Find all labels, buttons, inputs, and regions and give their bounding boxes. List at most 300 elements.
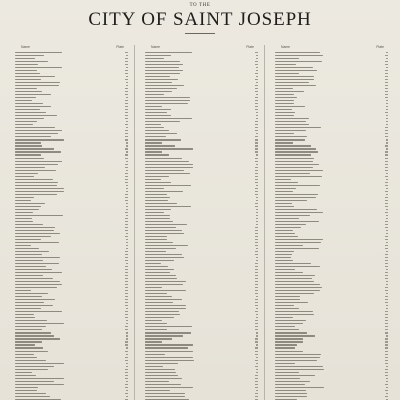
index-entry-name-line: [145, 369, 175, 370]
index-entry-plate-line: [126, 354, 128, 355]
index-entry-name-line: [15, 97, 36, 98]
index-entry-plate-line: [126, 366, 128, 367]
index-entry-name-line: [145, 206, 191, 207]
index-entry-plate-line: [125, 221, 128, 222]
index-entry-plate-line: [125, 344, 128, 345]
index-entry-plate-line: [255, 239, 258, 240]
index-entry-plate-line: [386, 251, 388, 252]
index-entry-plate-line: [126, 390, 128, 391]
index-entry-plate-line: [126, 191, 128, 192]
index-entry-name-line: [275, 344, 297, 345]
index-entry-name-line: [275, 100, 294, 101]
index-entry-name-line: [145, 194, 167, 195]
index-entry-name-line: [15, 167, 45, 168]
index-entry-plate-line: [255, 269, 258, 270]
index-entry-plate-line: [255, 341, 258, 342]
index-entry-plate-line: [255, 281, 258, 282]
index-entry-name-line: [145, 118, 192, 119]
index-entry-plate-line: [385, 323, 388, 324]
index-entry-plate-line: [385, 254, 388, 255]
index-entry-plate-line: [126, 145, 128, 146]
index-entry-name-line: [15, 329, 42, 330]
index-entry-plate-line: [255, 130, 258, 131]
index-entry-plate-line: [256, 197, 258, 198]
index-entry-name-line: [275, 158, 314, 159]
index-entry-plate-line: [385, 130, 388, 131]
index-entry-plate-line: [255, 188, 258, 189]
index-entry-plate-line: [256, 296, 258, 297]
index-entry-plate-line: [385, 360, 388, 361]
index-entry-plate-line: [126, 215, 128, 216]
index-entry-name-line: [15, 106, 51, 107]
index-entry-plate-line: [256, 224, 258, 225]
index-entry-plate-line: [385, 332, 388, 333]
index-entry-plate-line: [385, 320, 388, 321]
index-entry-name-line: [15, 396, 50, 397]
index-entry-plate-line: [125, 302, 128, 303]
index-entry-name-line: [275, 103, 294, 104]
index-entry-name-line: [15, 215, 63, 216]
index-entry-name-line: [145, 344, 193, 345]
index-entry-plate-line: [385, 76, 388, 77]
index-entry-name-line: [15, 209, 39, 210]
index-entry-name-line: [275, 299, 300, 300]
index-entry-name-line: [145, 124, 161, 125]
index-entry-name-line: [275, 275, 315, 276]
index-entry-plate-line: [255, 151, 258, 152]
index-entry-name-line: [145, 145, 175, 146]
index-entry-name-line: [145, 61, 180, 62]
index-entry-name-line: [15, 239, 41, 240]
index-entry-plate-line: [386, 242, 388, 243]
index-entry-name-line: [145, 326, 192, 327]
index-entry-name-line: [145, 191, 183, 192]
index-entry-plate-line: [255, 106, 258, 107]
index-entry-name-line: [275, 239, 323, 240]
index-entry-plate-line: [125, 179, 128, 180]
index-entry-name-line: [275, 76, 314, 77]
index-entry-name-line: [275, 263, 311, 264]
index-entry-name-line: [145, 221, 173, 222]
index-entry-plate-line: [125, 148, 128, 149]
index-entry-name-line: [15, 73, 40, 74]
index-entry-name-line: [15, 272, 62, 273]
index-entry-name-line: [15, 206, 41, 207]
index-entry-name-line: [145, 142, 162, 143]
index-entry-name-line: [15, 203, 45, 204]
index-entry-plate-line: [386, 103, 388, 104]
page-header: [0, 0, 400, 34]
index-entry-plate-line: [386, 188, 388, 189]
index-entry-plate-line: [126, 347, 128, 348]
index-entry-name-line: [275, 236, 298, 237]
index-entry-name-line: [275, 151, 318, 152]
index-entry-name-line: [15, 188, 64, 189]
index-entry-plate-line: [256, 70, 258, 71]
index-entry-plate-line: [125, 115, 128, 116]
index-entry-name-line: [145, 314, 180, 315]
index-entry-name-line: [15, 145, 42, 146]
index-entry-plate-line: [385, 384, 388, 385]
index-entry-name-line: [145, 293, 167, 294]
index-entry-name-line: [145, 55, 171, 56]
index-entry-name-line: [15, 127, 55, 128]
index-entry-plate-line: [125, 329, 128, 330]
index-entry-plate-line: [126, 263, 128, 264]
index-entry-plate-line: [255, 64, 258, 65]
index-entry-plate-line: [385, 372, 388, 373]
index-entry-name-line: [275, 203, 292, 204]
index-entry-name-line: [275, 266, 320, 267]
index-entry-name-line: [275, 254, 292, 255]
index-entry-plate-line: [385, 296, 388, 297]
index-entry-name-line: [275, 91, 304, 92]
index-entry-name-line: [15, 94, 51, 95]
index-entry-plate-line: [255, 233, 258, 234]
index-entry-plate-line: [125, 357, 128, 358]
index-entry-plate-line: [385, 266, 388, 267]
index-entry-plate-line: [385, 317, 388, 318]
index-entry-plate-line: [255, 161, 258, 162]
index-entry-name-line: [15, 308, 41, 309]
index-entry-plate-line: [255, 378, 258, 379]
column-heading-plate: Plate: [116, 45, 124, 49]
index-entry-name-line: [275, 233, 295, 234]
index-entry-plate-line: [125, 197, 128, 198]
index-entry-plate-line: [255, 145, 258, 146]
index-entry-name-line: [275, 52, 320, 53]
index-entry-name-line: [15, 112, 46, 113]
index-entry-name-line: [15, 115, 57, 116]
column-heading: [145, 45, 260, 50]
index-entry-name-line: [15, 290, 31, 291]
column-heading: [275, 45, 390, 50]
index-entry-plate-line: [386, 269, 388, 270]
index-entry-plate-line: [126, 233, 128, 234]
index-entry-plate-line: [385, 203, 388, 204]
index-entry-name-line: [15, 221, 33, 222]
index-entry-plate-line: [125, 293, 128, 294]
index-entry-plate-line: [255, 299, 258, 300]
index-entry-name-line: [275, 124, 309, 125]
index-entry-name-line: [275, 329, 299, 330]
index-entry-plate-line: [126, 209, 128, 210]
index-entry-name-line: [145, 227, 176, 228]
index-entry-plate-line: [125, 79, 128, 80]
index-entry-plate-line: [256, 58, 258, 59]
index-entry-plate-line: [255, 396, 258, 397]
index-entry-plate-line: [125, 118, 128, 119]
index-entry-plate-line: [255, 124, 258, 125]
index-entry-plate-line: [126, 206, 128, 207]
index-entry-plate-line: [256, 357, 258, 358]
index-entry-name-line: [145, 233, 184, 234]
index-entry-plate-line: [126, 121, 128, 122]
index-entry-plate-line: [385, 290, 388, 291]
index-entry-name-line: [145, 390, 170, 391]
index-entry-plate-line: [386, 100, 388, 101]
index-entry-plate-line: [125, 164, 128, 165]
index-entry-plate-line: [256, 332, 258, 333]
index-entry-plate-line: [125, 227, 128, 228]
index-entry-name-line: [275, 188, 296, 189]
index-entry-name-line: [275, 106, 305, 107]
index-entry-plate-line: [125, 260, 128, 261]
index-entry-plate-line: [255, 79, 258, 80]
index-entry-name-line: [145, 100, 190, 101]
index-entry-name-line: [275, 58, 299, 59]
index-entry-name-line: [145, 308, 186, 309]
index-entry-name-line: [15, 323, 64, 324]
index-entry-plate-line: [385, 158, 388, 159]
index-entry-name-line: [145, 139, 181, 140]
index-entry-name-line: [15, 182, 58, 183]
index-entry-name-line: [275, 145, 311, 146]
index-entry-name-line: [15, 278, 53, 279]
index-entry-name-line: [15, 338, 60, 339]
index-entry-plate-line: [126, 203, 128, 204]
index-entry-name-line: [275, 351, 303, 352]
index-entry-name-line: [15, 248, 39, 249]
index-entry-name-line: [145, 335, 183, 336]
index-entry-name-line: [145, 182, 171, 183]
index-entry-plate-line: [385, 329, 388, 330]
index-entry-plate-line: [255, 170, 258, 171]
index-entry-name-line: [145, 151, 162, 152]
index-entry-name-line: [145, 212, 164, 213]
index-entry-name-line: [15, 67, 62, 68]
index-entry-name-line: [275, 278, 312, 279]
index-entry-name-line: [15, 61, 48, 62]
index-entry-plate-line: [255, 311, 258, 312]
index-entry-plate-line: [385, 260, 388, 261]
index-entry-name-line: [15, 393, 46, 394]
index-entry-name-line: [145, 91, 172, 92]
index-entry-name-line: [15, 284, 62, 285]
index-entry-plate-line: [255, 100, 258, 101]
index-entry-plate-line: [125, 281, 128, 282]
index-entry-plate-line: [255, 251, 258, 252]
index-entry-name-line: [145, 67, 179, 68]
index-entry-plate-line: [386, 209, 388, 210]
index-entry-name-line: [275, 323, 303, 324]
index-entry-plate-line: [255, 61, 258, 62]
index-entry-plate-line: [385, 136, 388, 137]
index-entry-name-line: [275, 369, 324, 370]
index-entry-plate-line: [126, 151, 128, 152]
index-entry-plate-line: [125, 257, 128, 258]
index-entry-plate-line: [256, 221, 258, 222]
index-entry-name-line: [145, 173, 190, 174]
index-entry-plate-line: [255, 203, 258, 204]
index-entry-plate-line: [255, 266, 258, 267]
index-entry-name-line: [145, 130, 169, 131]
index-entry-plate-line: [125, 230, 128, 231]
index-entry-name-line: [15, 263, 59, 264]
title-rule: [185, 33, 215, 34]
index-entry-name-line: [145, 357, 193, 358]
index-entry-name-line: [145, 136, 166, 137]
index-entry-plate-line: [256, 112, 258, 113]
index-entry-plate-line: [255, 136, 258, 137]
index-entry-name-line: [145, 85, 184, 86]
index-entry-plate-line: [385, 82, 388, 83]
index-entry-name-line: [145, 329, 167, 330]
index-entry-name-line: [275, 64, 296, 65]
index-entry-name-line: [275, 320, 306, 321]
index-column-2: [145, 45, 265, 400]
index-entry-plate-line: [256, 200, 258, 201]
index-entry-plate-line: [125, 103, 128, 104]
index-entry-plate-line: [255, 176, 258, 177]
index-entry-plate-line: [386, 58, 388, 59]
index-entry-plate-line: [255, 338, 258, 339]
index-entry-name-line: [15, 121, 37, 122]
index-entry-name-line: [15, 70, 37, 71]
index-entry-plate-line: [125, 317, 128, 318]
index-entry-name-line: [15, 384, 64, 385]
index-entry-name-line: [145, 73, 180, 74]
index-entry-plate-line: [126, 381, 128, 382]
index-entry-name-line: [275, 338, 303, 339]
index-entry-plate-line: [255, 242, 258, 243]
index-entry-name-line: [145, 79, 178, 80]
index-entry-name-line: [145, 366, 163, 367]
index-entry-name-line: [275, 260, 293, 261]
index-entry-name-line: [145, 164, 193, 165]
index-entry-name-line: [15, 52, 62, 53]
index-entry-name-line: [15, 64, 38, 65]
index-entry-name-line: [275, 206, 294, 207]
index-entry-name-line: [145, 215, 170, 216]
index-entry-name-line: [275, 317, 293, 318]
index-entry-name-line: [145, 396, 185, 397]
index-entry-plate-line: [386, 109, 388, 110]
index-entry-plate-line: [256, 133, 258, 134]
index-entry-plate-line: [385, 191, 388, 192]
index-entry-plate-line: [256, 94, 258, 95]
column-heading-name: Name: [281, 45, 291, 49]
index-entry-plate-line: [385, 227, 388, 228]
index-entry-name-line: [145, 133, 177, 134]
index-entry-name-line: [145, 257, 184, 258]
index-entry-name-line: [275, 82, 309, 83]
index-entry-name-line: [15, 344, 35, 345]
index-entry-name-line: [145, 347, 188, 348]
index-entry-plate-line: [125, 305, 128, 306]
index-entry-name-line: [275, 221, 319, 222]
index-entry-name-line: [275, 378, 300, 379]
index-entry-plate-line: [385, 164, 388, 165]
index-entry-name-line: [275, 381, 310, 382]
index-entry-name-line: [15, 317, 35, 318]
index-entry-plate-line: [386, 233, 388, 234]
index-entry-name-line: [15, 266, 46, 267]
index-entry-name-line: [15, 164, 58, 165]
index-entry-name-line: [15, 118, 44, 119]
column-rows: [275, 51, 390, 400]
index-entry-plate-line: [255, 88, 258, 89]
index-entry-plate-line: [256, 218, 258, 219]
index-entry-name-line: [275, 148, 316, 149]
index-entry-plate-line: [125, 58, 128, 59]
index-entry-plate-line: [255, 278, 258, 279]
index-entry-name-line: [145, 158, 182, 159]
index-entry-plate-line: [126, 67, 128, 68]
index-entry-plate-line: [126, 188, 128, 189]
index-entry-plate-line: [255, 97, 258, 98]
index-entry-name-line: [275, 127, 321, 128]
index-entry-name-line: [145, 320, 162, 321]
index-entry-plate-line: [385, 176, 388, 177]
index-entry-name-line: [15, 158, 44, 159]
index-entry-name-line: [275, 61, 322, 62]
index-entry-plate-line: [386, 142, 388, 143]
index-entry-plate-line: [385, 55, 388, 56]
index-entry-plate-line: [125, 275, 128, 276]
index-entry-name-line: [145, 197, 170, 198]
index-entry-plate-line: [385, 85, 388, 86]
index-entry-name-line: [275, 209, 317, 210]
index-entry-plate-line: [125, 158, 128, 159]
index-entry-plate-line: [385, 97, 388, 98]
index-entry-name-line: [275, 85, 316, 86]
index-entry-plate-line: [255, 305, 258, 306]
index-entry-name-line: [275, 112, 295, 113]
index-entry-name-line: [145, 281, 186, 282]
index-entry-name-line: [15, 55, 44, 56]
index-entry-name-line: [145, 254, 182, 255]
index-entry-plate-line: [385, 287, 388, 288]
index-entry-name-line: [275, 164, 319, 165]
index-entry-name-line: [15, 299, 55, 300]
index-entry-name-line: [275, 130, 306, 131]
index-entry-plate-line: [255, 302, 258, 303]
index-entry-name-line: [145, 242, 173, 243]
index-entry-name-line: [275, 384, 305, 385]
index-entry-plate-line: [125, 70, 128, 71]
index-entry-name-line: [275, 73, 299, 74]
index-entry-name-line: [15, 236, 51, 237]
index-entry-name-line: [145, 332, 191, 333]
index-entry-name-line: [145, 260, 174, 261]
index-entry-name-line: [145, 112, 167, 113]
index-entry-plate-line: [256, 317, 258, 318]
index-entry-name-line: [145, 266, 168, 267]
index-entry-name-line: [275, 305, 294, 306]
index-entry-plate-line: [385, 70, 388, 71]
index-entry-plate-line: [256, 154, 258, 155]
index-entry-name-line: [15, 275, 43, 276]
index-entry-name-line: [275, 335, 315, 336]
index-entry-name-line: [275, 179, 291, 180]
index-entry-plate-line: [125, 360, 128, 361]
index-entry-plate-line: [255, 182, 258, 183]
index-entry-plate-line: [385, 263, 388, 264]
index-entry-name-line: [15, 363, 64, 364]
index-entry-plate-line: [126, 308, 128, 309]
index-entry-plate-line: [256, 164, 258, 165]
index-entry-plate-line: [255, 393, 258, 394]
index-entry-plate-line: [385, 390, 388, 391]
index-entry-name-line: [275, 281, 314, 282]
index-entry-plate-line: [125, 393, 128, 394]
index-entry-name-line: [275, 167, 313, 168]
index-entry-plate-line: [255, 127, 258, 128]
index-entry-name-line: [275, 257, 291, 258]
index-entry-plate-line: [126, 323, 128, 324]
index-entry-name-line: [15, 142, 41, 143]
